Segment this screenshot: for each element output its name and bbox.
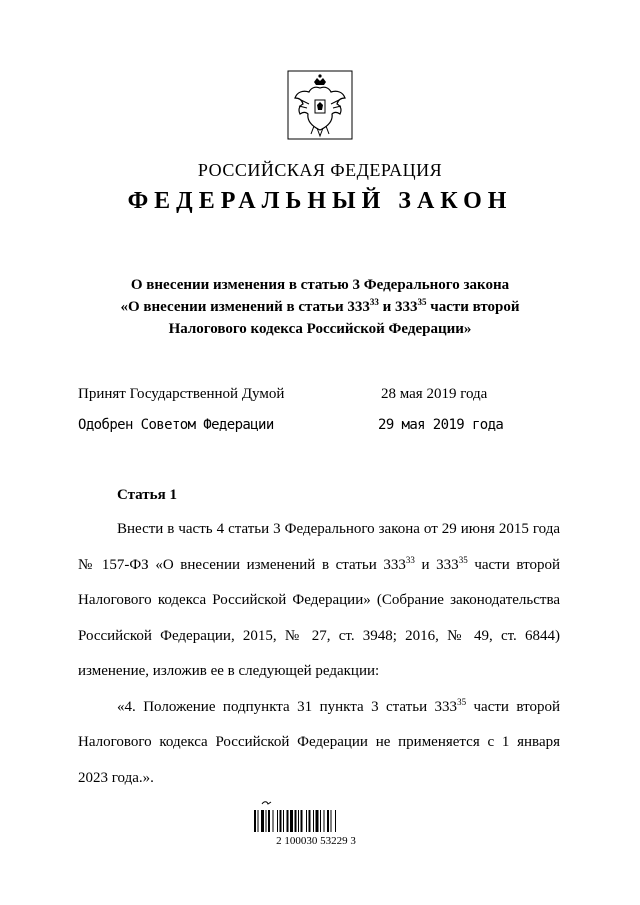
barcode-bar: [287, 810, 289, 832]
superscript: 35: [458, 554, 468, 565]
barcode-bar: [324, 810, 325, 832]
adopted-label: Принят Государственной Думой: [78, 386, 285, 402]
barcode-bar: [261, 810, 264, 832]
superscript: 35: [457, 696, 467, 707]
paragraph-text: Внести в часть 4 статьи 3 Федерального закона от 29 июня 2015 года № 157-ФЗ «О внесении изменений в статьи 333: [78, 521, 560, 573]
barcode-bar: [283, 810, 284, 832]
barcode-bar: [254, 810, 256, 832]
paragraph-text: «4. Положение подпункта 31 пункта 3 статьи 333: [117, 698, 458, 715]
law-title-line-1: О внесении изменения в статью 3 Федерального закона: [130, 277, 510, 293]
barcode-bar: [335, 810, 336, 832]
law-title-text: и 333: [378, 299, 418, 315]
barcode-bar: [298, 810, 299, 832]
superscript: 33: [369, 297, 379, 307]
country-name: РОССИЙСКАЯ ФЕДЕРАЦИЯ: [197, 160, 443, 180]
barcode-bar: [316, 810, 319, 832]
law-title-line-2: [80, 296, 560, 318]
barcode-bar: [258, 810, 259, 832]
barcode-bar: [327, 810, 329, 832]
article-paragraph: [78, 512, 560, 690]
barcode-icon: [250, 800, 380, 834]
emblem: [287, 70, 353, 140]
law-title-text: части второй: [426, 299, 520, 315]
barcode-bar: [268, 810, 270, 832]
barcode-bar: [306, 810, 307, 832]
law-title-line-3: Налогового кодекса Российской Федерации»: [168, 321, 472, 337]
law-title: [80, 274, 560, 340]
barcode-bar: [331, 810, 332, 832]
law-title-text: «О внесении изменений в статьи 333: [120, 299, 370, 315]
superscript: 33: [405, 554, 415, 565]
superscript: 35: [417, 297, 427, 307]
barcode-bar: [280, 810, 282, 832]
adopted-date: 28 мая 2019 года: [381, 386, 488, 402]
article-paragraph: [78, 690, 560, 797]
approved-date: 29 мая 2019 года: [378, 417, 504, 433]
russian-coat-of-arms-icon: [287, 70, 353, 140]
barcode-bar: [273, 810, 274, 832]
article-body: [78, 512, 560, 796]
paragraph-text: части второй Налогового кодекса Российской Федерации не применяется с 1 января 2023 года.».: [78, 698, 560, 786]
barcode-bar: [295, 810, 297, 832]
paragraph-text: части второй Налогового кодекса Российской Федерации» (Собрание законодательства Российской Федерации, 2015, № 27, ст. 3948; 2016, № 49, ст. 6844) изменение, изложив ее в следующей редакции:: [78, 556, 560, 679]
barcode-bar: [320, 810, 321, 832]
barcode-bar: [301, 810, 303, 832]
barcode-bar: [309, 810, 311, 832]
paragraph-text: и 333: [414, 556, 459, 573]
law-kind-heading: ФЕДЕРАЛЬНЫЙ ЗАКОН: [127, 188, 513, 214]
barcode-bar: [277, 810, 278, 832]
article-heading: Статья 1: [117, 487, 177, 503]
barcode-digits: 2 100030 53229 3: [276, 835, 356, 847]
approved-label: Одобрен Советом Федерации: [78, 417, 274, 433]
barcode-bar: [313, 810, 314, 832]
barcode-bar: [290, 810, 293, 832]
barcode-bar: [266, 810, 267, 832]
